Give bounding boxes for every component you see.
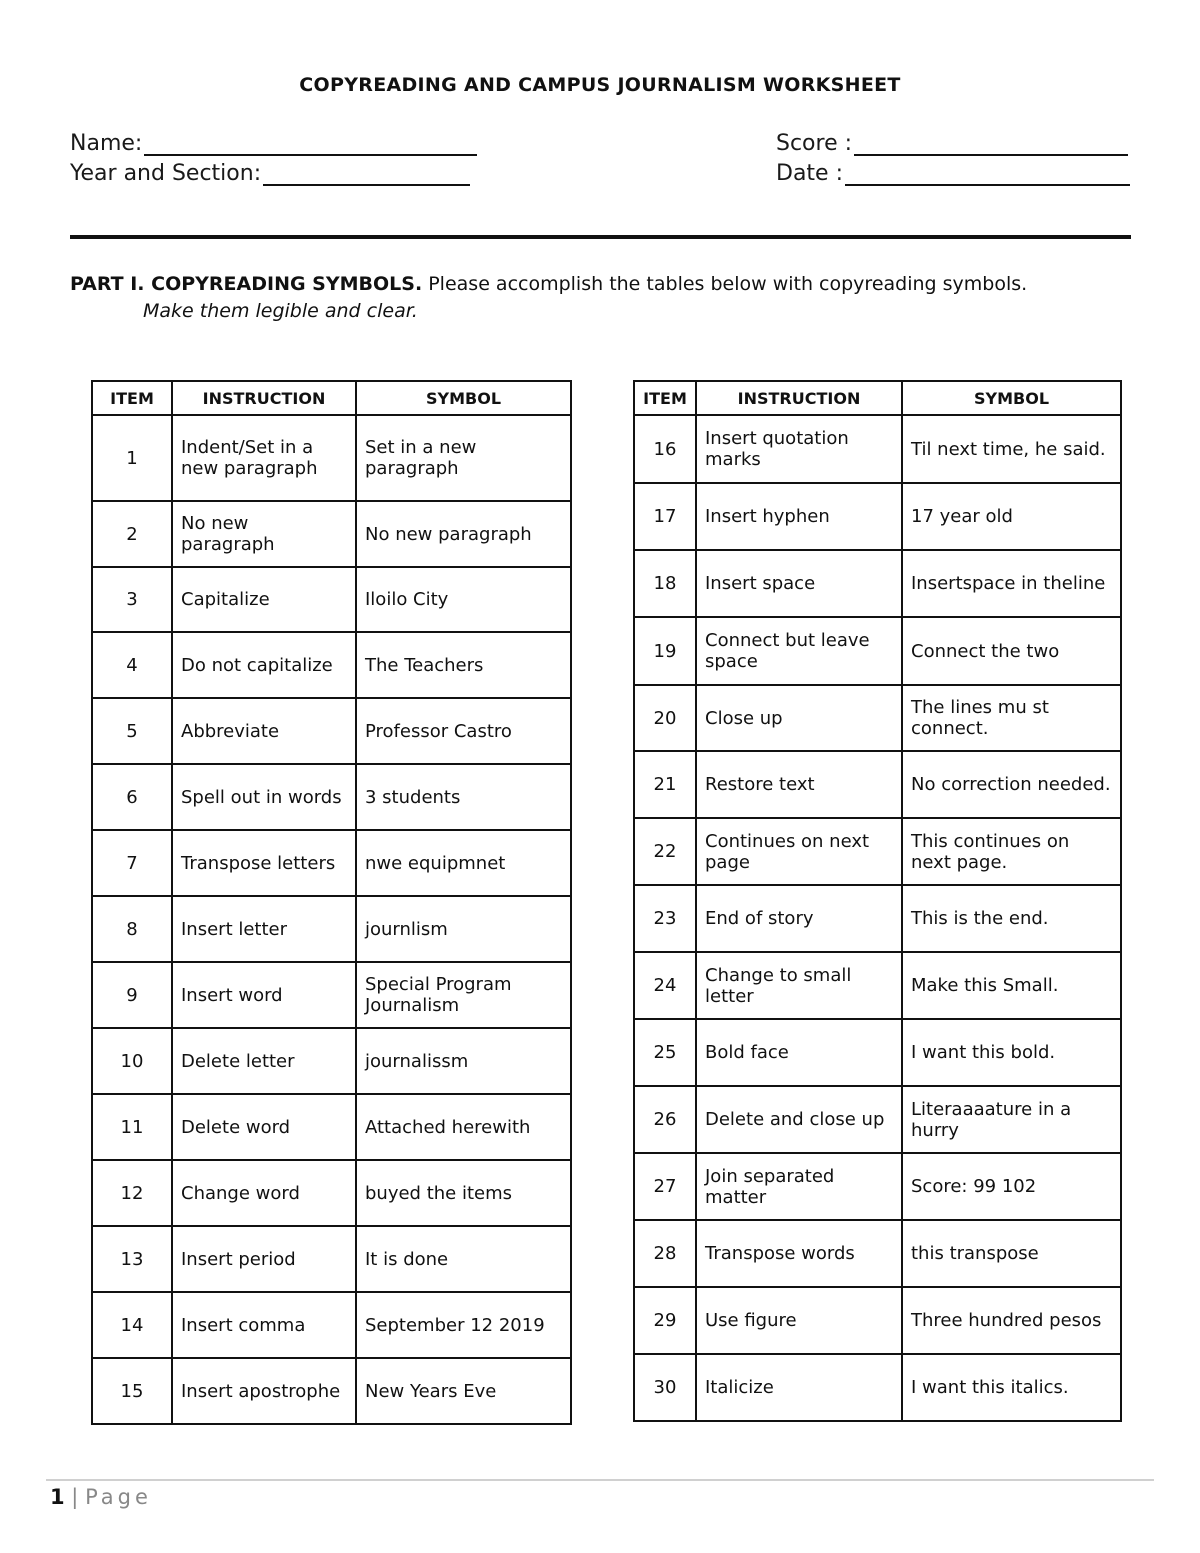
table-row <box>634 685 1121 751</box>
date-label: Date : <box>776 161 843 186</box>
item-cell: 25 <box>634 1019 696 1086</box>
table-row <box>92 632 571 698</box>
page-number: 1 <box>50 1485 65 1509</box>
symbol-cell[interactable]: I want this bold. <box>902 1019 1121 1086</box>
header-divider <box>70 235 1131 239</box>
year-section-blank[interactable] <box>263 160 470 186</box>
part1-instructions <box>70 271 1150 325</box>
part1-instruction-2: Make them legible and clear. <box>143 300 418 322</box>
part1-heading: PART I. COPYREADING SYMBOLS. <box>70 273 423 295</box>
table-row <box>634 1019 1121 1086</box>
symbol-cell[interactable]: New Years Eve <box>356 1358 571 1424</box>
instruction-cell: Insert comma <box>172 1292 356 1358</box>
table-row <box>634 1220 1121 1287</box>
table-row <box>92 1160 571 1226</box>
symbol-cell[interactable]: This continues on next page. <box>902 818 1121 885</box>
table-row <box>92 1226 571 1292</box>
instruction-cell: Delete and close up <box>696 1086 902 1153</box>
symbol-cell[interactable]: nwe equipmnet <box>356 830 571 896</box>
symbol-cell[interactable]: No new paragraph <box>356 501 571 567</box>
symbol-cell[interactable]: Connect the two <box>902 617 1121 685</box>
name-field <box>70 130 477 156</box>
symbol-cell[interactable]: Three hundred pesos <box>902 1287 1121 1354</box>
instruction-cell: Do not capitalize <box>172 632 356 698</box>
symbol-cell[interactable]: Score: 99 102 <box>902 1153 1121 1220</box>
table-row <box>634 1086 1121 1153</box>
symbol-cell[interactable]: Til next time, he said. <box>902 415 1121 483</box>
item-cell: 8 <box>92 896 172 962</box>
item-cell: 12 <box>92 1160 172 1226</box>
page-label: Page <box>85 1485 152 1509</box>
name-blank[interactable] <box>144 130 477 156</box>
symbol-cell[interactable]: Make this Small. <box>902 952 1121 1019</box>
table-row <box>92 1292 571 1358</box>
instruction-cell: Insert apostrophe <box>172 1358 356 1424</box>
table-row <box>92 501 571 567</box>
part1-instruction: Please accomplish the tables below with copyreading symbols. <box>422 273 1028 295</box>
symbol-cell[interactable]: No correction needed. <box>902 751 1121 818</box>
symbol-cell[interactable]: The Teachers <box>356 632 571 698</box>
symbol-cell[interactable]: Iloilo City <box>356 567 571 632</box>
instruction-cell: Abbreviate <box>172 698 356 764</box>
symbols-table-left <box>91 380 572 1425</box>
instruction-cell: Spell out in words <box>172 764 356 830</box>
symbol-cell[interactable]: The lines mu st connect. <box>902 685 1121 751</box>
item-cell: 23 <box>634 885 696 952</box>
table-row <box>92 698 571 764</box>
instruction-cell: Indent/Set in a new paragraph <box>172 415 356 501</box>
year-section-field <box>70 160 470 186</box>
item-cell: 17 <box>634 483 696 550</box>
instruction-cell: Transpose words <box>696 1220 902 1287</box>
header-symbol: SYMBOL <box>902 381 1121 415</box>
table-row <box>634 415 1121 483</box>
table-row <box>92 1094 571 1160</box>
header-item: ITEM <box>92 381 172 415</box>
header-instruction: INSTRUCTION <box>696 381 902 415</box>
item-cell: 9 <box>92 962 172 1028</box>
symbol-cell[interactable]: this transpose <box>902 1220 1121 1287</box>
item-cell: 30 <box>634 1354 696 1421</box>
date-field <box>776 160 1130 186</box>
instruction-cell: Continues on next page <box>696 818 902 885</box>
instruction-cell: Join separated matter <box>696 1153 902 1220</box>
item-cell: 11 <box>92 1094 172 1160</box>
table-row <box>634 1153 1121 1220</box>
instruction-cell: No new paragraph <box>172 501 356 567</box>
table-row <box>634 751 1121 818</box>
instruction-cell: Close up <box>696 685 902 751</box>
item-cell: 20 <box>634 685 696 751</box>
item-cell: 16 <box>634 415 696 483</box>
instruction-cell: Delete letter <box>172 1028 356 1094</box>
symbol-cell[interactable]: I want this italics. <box>902 1354 1121 1421</box>
symbol-cell[interactable]: It is done <box>356 1226 571 1292</box>
instruction-cell: Capitalize <box>172 567 356 632</box>
table-row <box>634 617 1121 685</box>
footer-divider <box>46 1479 1154 1481</box>
symbol-cell[interactable]: Insertspace in theline <box>902 550 1121 617</box>
symbol-cell[interactable]: Professor Castro <box>356 698 571 764</box>
instruction-cell: Transpose letters <box>172 830 356 896</box>
instruction-cell: Insert quotation marks <box>696 415 902 483</box>
table-row <box>634 885 1121 952</box>
table-row <box>92 764 571 830</box>
page-footer <box>50 1485 152 1509</box>
instruction-cell: Insert period <box>172 1226 356 1292</box>
footer-separator: | <box>64 1485 86 1509</box>
header-item: ITEM <box>634 381 696 415</box>
instruction-cell: Change to small letter <box>696 952 902 1019</box>
name-label: Name: <box>70 131 143 156</box>
item-cell: 4 <box>92 632 172 698</box>
item-cell: 19 <box>634 617 696 685</box>
symbol-cell[interactable]: Attached herewith <box>356 1094 571 1160</box>
year-section-label: Year and Section: <box>70 161 262 186</box>
instruction-cell: Delete word <box>172 1094 356 1160</box>
instruction-cell: Italicize <box>696 1354 902 1421</box>
symbol-cell[interactable]: buyed the items <box>356 1160 571 1226</box>
item-cell: 14 <box>92 1292 172 1358</box>
table-row <box>634 818 1121 885</box>
score-blank[interactable] <box>854 130 1128 156</box>
header-instruction: INSTRUCTION <box>172 381 356 415</box>
table-row <box>634 1354 1121 1421</box>
item-cell: 27 <box>634 1153 696 1220</box>
table-row <box>92 962 571 1028</box>
table-row <box>92 1358 571 1424</box>
instruction-cell: Connect but leave space <box>696 617 902 685</box>
table-row <box>92 830 571 896</box>
table-row <box>92 896 571 962</box>
table-header-row <box>634 381 1121 415</box>
item-cell: 2 <box>92 501 172 567</box>
item-cell: 5 <box>92 698 172 764</box>
symbol-cell[interactable]: This is the end. <box>902 885 1121 952</box>
item-cell: 7 <box>92 830 172 896</box>
instruction-cell: Use figure <box>696 1287 902 1354</box>
symbol-cell[interactable]: journlism <box>356 896 571 962</box>
item-cell: 21 <box>634 751 696 818</box>
worksheet-title: COPYREADING AND CAMPUS JOURNALISM WORKSHEET <box>299 74 901 96</box>
instruction-cell: Insert space <box>696 550 902 617</box>
symbol-cell[interactable]: 3 students <box>356 764 571 830</box>
symbol-cell[interactable]: Literaaaature in a hurry <box>902 1086 1121 1153</box>
symbol-cell[interactable]: Special Program Journalism <box>356 962 571 1028</box>
item-cell: 6 <box>92 764 172 830</box>
item-cell: 26 <box>634 1086 696 1153</box>
symbol-cell[interactable]: journalissm <box>356 1028 571 1094</box>
table-header-row <box>92 381 571 415</box>
instruction-cell: Restore text <box>696 751 902 818</box>
table-row <box>92 1028 571 1094</box>
item-cell: 15 <box>92 1358 172 1424</box>
item-cell: 18 <box>634 550 696 617</box>
table-row <box>634 483 1121 550</box>
item-cell: 24 <box>634 952 696 1019</box>
table-row <box>92 567 571 632</box>
table-row <box>92 415 571 501</box>
instruction-cell: Insert word <box>172 962 356 1028</box>
item-cell: 28 <box>634 1220 696 1287</box>
item-cell: 29 <box>634 1287 696 1354</box>
score-label: Score : <box>776 131 853 156</box>
instruction-cell: End of story <box>696 885 902 952</box>
symbol-cell[interactable]: September 12 2019 <box>356 1292 571 1358</box>
score-field <box>776 130 1128 156</box>
table-row <box>634 550 1121 617</box>
item-cell: 22 <box>634 818 696 885</box>
symbol-cell[interactable]: Set in a new paragraph <box>356 415 571 501</box>
table-row <box>634 952 1121 1019</box>
item-cell: 10 <box>92 1028 172 1094</box>
item-cell: 3 <box>92 567 172 632</box>
item-cell: 1 <box>92 415 172 501</box>
instruction-cell: Insert letter <box>172 896 356 962</box>
instruction-cell: Change word <box>172 1160 356 1226</box>
date-blank[interactable] <box>845 160 1130 186</box>
header-symbol: SYMBOL <box>356 381 571 415</box>
instruction-cell: Insert hyphen <box>696 483 902 550</box>
table-row <box>634 1287 1121 1354</box>
symbols-table-right <box>633 380 1122 1422</box>
symbol-cell[interactable]: 17 year old <box>902 483 1121 550</box>
instruction-cell: Bold face <box>696 1019 902 1086</box>
item-cell: 13 <box>92 1226 172 1292</box>
